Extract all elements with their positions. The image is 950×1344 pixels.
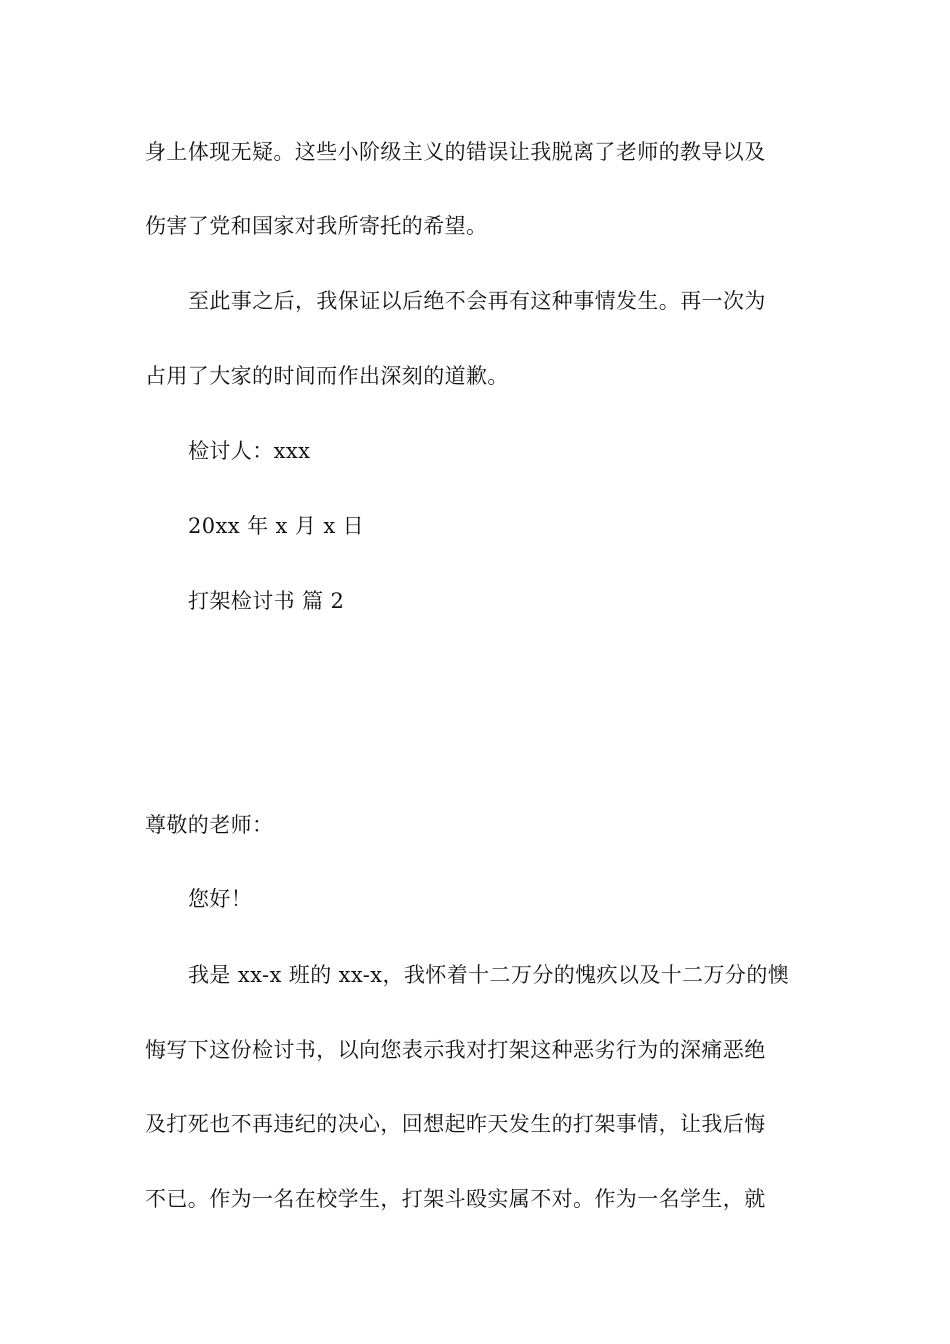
section-heading: 打架检讨书 篇 2 xyxy=(188,589,345,613)
paragraph-line: 占用了大家的时间而作出深刻的道歉。 xyxy=(145,364,509,388)
paragraph-line: 身上体现无疑。这些小阶级主义的错误让我脱离了老师的教导以及 xyxy=(145,140,766,164)
greeting: 您好！ xyxy=(188,887,253,911)
signature-line: 检讨人：xxx xyxy=(188,439,311,463)
salutation: 尊敬的老师： xyxy=(145,813,274,837)
paragraph-line: 悔写下这份检讨书，以向您表示我对打架这种恶劣行为的深痛恶绝 xyxy=(145,1038,766,1062)
paragraph-line: 我是 xx-x 班的 xx-x，我怀着十二万分的愧疚以及十二万分的懊 xyxy=(188,963,790,987)
paragraph-line: 不已。作为一名在校学生，打架斗殴实属不对。作为一名学生，就 xyxy=(145,1187,766,1211)
paragraph-line: 伤害了党和国家对我所寄托的希望。 xyxy=(145,214,488,238)
paragraph-line: 及打死也不再违纪的决心，回想起昨天发生的打架事情，让我后悔 xyxy=(145,1112,766,1136)
date-line: 20xx 年 x 月 x 日 xyxy=(188,514,365,538)
paragraph-line: 至此事之后，我保证以后绝不会再有这种事情发生。再一次为 xyxy=(188,289,766,313)
